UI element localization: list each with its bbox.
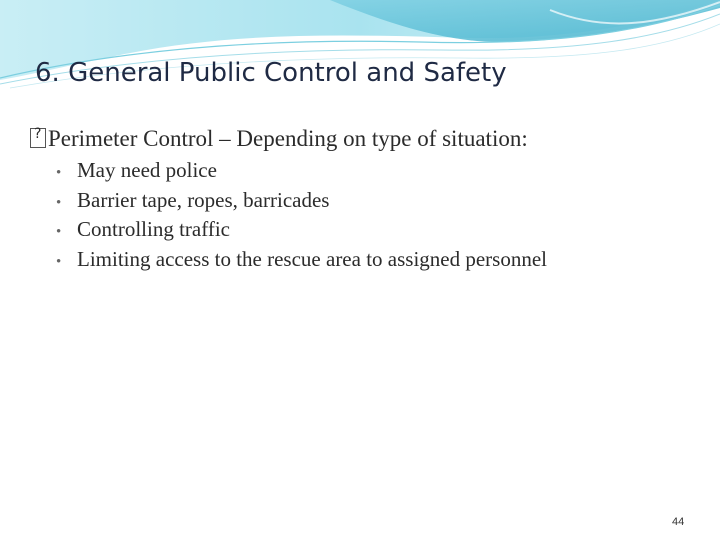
list-item-text: May need police bbox=[77, 158, 217, 182]
bullet-placeholder-icon bbox=[30, 128, 46, 148]
bullet-dot-icon: • bbox=[56, 165, 62, 181]
bullet-dot-icon: • bbox=[56, 194, 62, 211]
list-item bbox=[56, 156, 547, 186]
list-item bbox=[56, 186, 547, 216]
sub-point-list bbox=[56, 156, 547, 274]
list-item bbox=[56, 215, 547, 245]
bullet-dot-icon: • bbox=[56, 224, 62, 240]
list-item-text: Limiting access to the rescue area to assigned personnel bbox=[77, 246, 547, 271]
page-number: 44 bbox=[672, 516, 685, 528]
list-item bbox=[56, 245, 547, 275]
main-point-text: Perimeter Control – Depending on type of situation: bbox=[48, 126, 528, 151]
list-item-text: Barrier tape, ropes, barricades bbox=[77, 187, 330, 212]
main-point bbox=[30, 126, 528, 152]
list-item-text: Controlling traffic bbox=[77, 217, 230, 241]
bullet-dot-icon: • bbox=[56, 253, 62, 270]
slide-title: 6. General Public Control and Safety bbox=[35, 58, 507, 88]
